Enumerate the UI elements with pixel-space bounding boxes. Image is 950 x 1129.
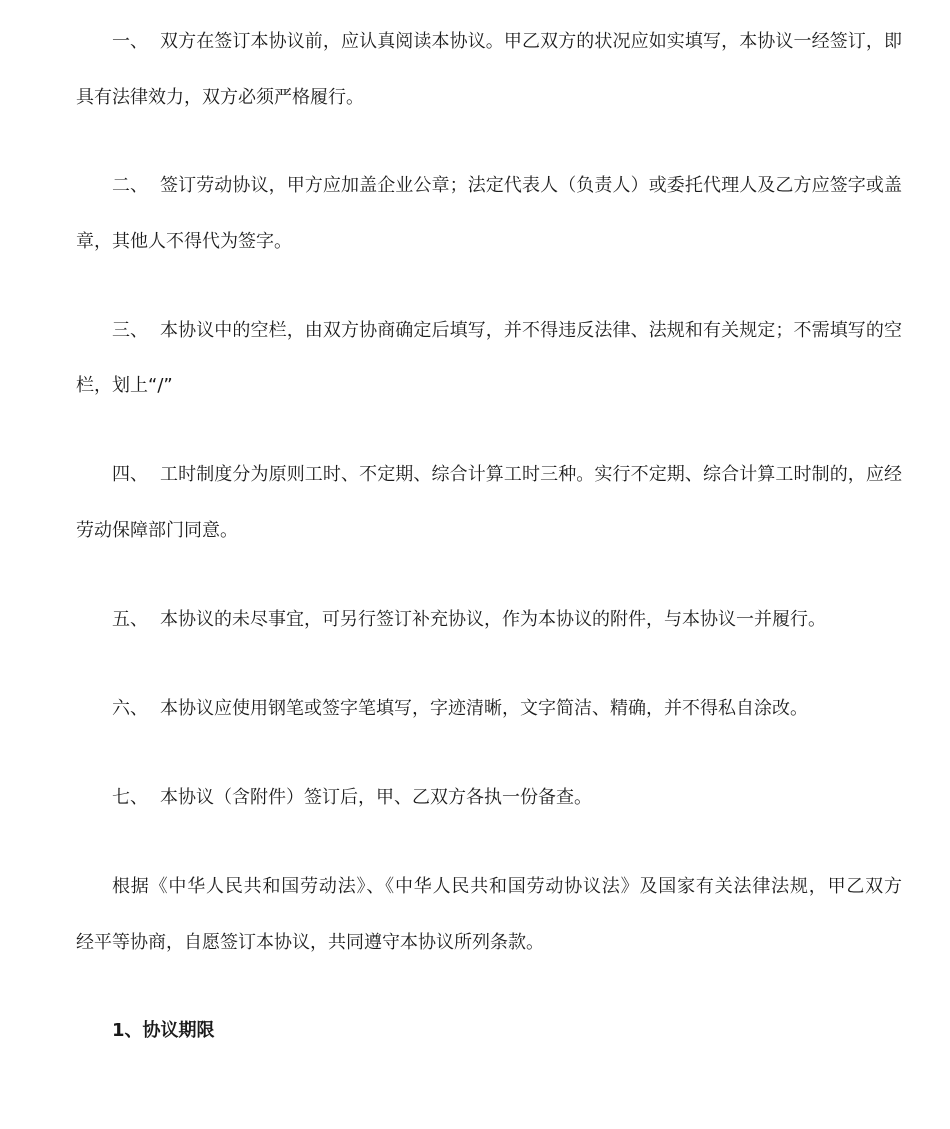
clause-6-number: 六、 [112,698,148,719]
clause-2-number: 二、 [112,175,148,196]
clause-7-number: 七、 [112,787,148,808]
clause-1-text: 双方在签订本协议前，应认真阅读本协议。甲乙双方的状况应如实填写，本协议一经签订，即 [160,31,902,52]
clause-6-text: 本协议应使用钢笔或签字笔填写，字迹清晰，文字简洁、精确，并不得私自涂改。 [160,698,808,719]
clause-2-text: 签订劳动协议，甲方应加盖企业公章；法定代表人（负责人）或委托代理人及乙方应签字或盖 [160,175,902,196]
preamble-line-2: 经平等协商，自愿签订本协议，共同遵守本协议所列条款。 [76,932,544,953]
clause-1-number: 一、 [112,31,148,52]
clause-3-number: 三、 [112,320,148,341]
clause-5-text: 本协议的未尽事宜，可另行签订补充协议，作为本协议的附件，与本协议一并履行。 [160,609,826,630]
clause-5-number: 五、 [112,609,148,630]
clause-3-text: 本协议中的空栏，由双方协商确定后填写，并不得违反法律、法规和有关规定；不需填写的空 [160,320,902,341]
clause-7-text: 本协议（含附件）签订后，甲、乙双方各执一份备查。 [160,787,592,808]
clause-4-number: 四、 [112,464,148,485]
section-heading-term: 1、协议期限 [112,1020,215,1041]
clause-2-line-2: 章，其他人不得代为签字。 [76,231,292,252]
clause-3-line-2: 栏，划上“/” [76,375,173,396]
clause-4-line-2: 劳动保障部门同意。 [76,520,238,541]
preamble-line-1: 根据《中华人民共和国劳动法》、《中华人民共和国劳动协议法》及国家有关法律法规，甲乙双方 [112,876,902,897]
clause-1-line-2: 具有法律效力，双方必须严格履行。 [76,87,364,108]
clause-4-text: 工时制度分为原则工时、不定期、综合计算工时三种。实行不定期、综合计算工时制的，应经 [160,464,902,485]
